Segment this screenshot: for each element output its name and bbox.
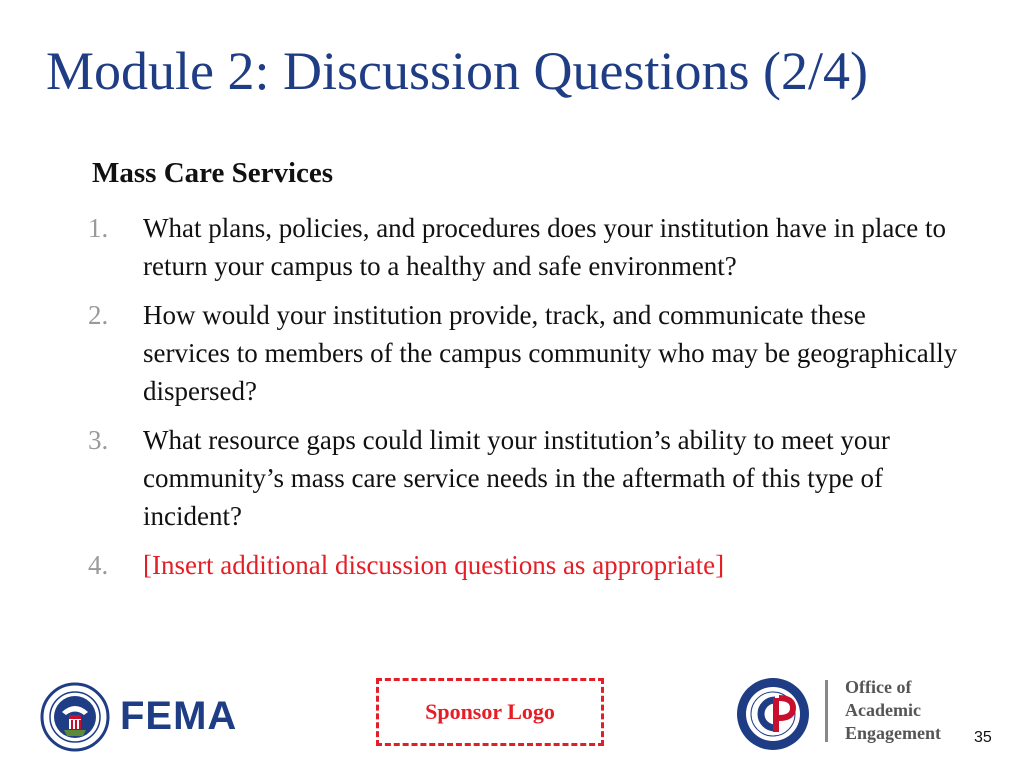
fema-wordmark: FEMA [120, 694, 238, 738]
question-number: 3. [88, 425, 109, 455]
office-line: Engagement [845, 723, 941, 743]
office-divider [825, 680, 828, 742]
office-line: Office of [845, 677, 912, 697]
slide-title: Module 2: Discussion Questions (2/4) [46, 41, 868, 101]
section-heading: Mass Care Services [92, 157, 334, 189]
slide-number: 35 [974, 729, 992, 746]
question-number: 2. [88, 300, 109, 330]
question-list [88, 209, 958, 595]
question-number: 1. [88, 213, 109, 243]
dhs-seal-icon [40, 682, 110, 752]
question-item [88, 296, 958, 410]
question-text: How would your institution provide, track, and communicate these services to members of the campus community who may be geographically dispersed? [143, 300, 958, 406]
question-number: 4. [88, 550, 109, 580]
question-text: What resource gaps could limit your institution’s ability to meet your community’s mass care service needs in the aftermath of this type of incident? [143, 425, 890, 531]
campus-resilience-seal-icon [735, 676, 811, 752]
question-item [88, 209, 958, 285]
question-text: [Insert additional discussion questions as appropriate] [143, 550, 725, 580]
question-item [88, 421, 958, 535]
question-item-placeholder [88, 546, 958, 584]
fema-logo [40, 682, 260, 758]
question-text: What plans, policies, and procedures does your institution have in place to return your campus to a healthy and safe environment? [143, 213, 947, 281]
sponsor-logo-label: Sponsor Logo [425, 699, 555, 724]
sponsor-logo-placeholder [376, 678, 604, 746]
office-of-academic-engagement-logo [845, 676, 941, 745]
office-line: Academic [845, 700, 921, 720]
